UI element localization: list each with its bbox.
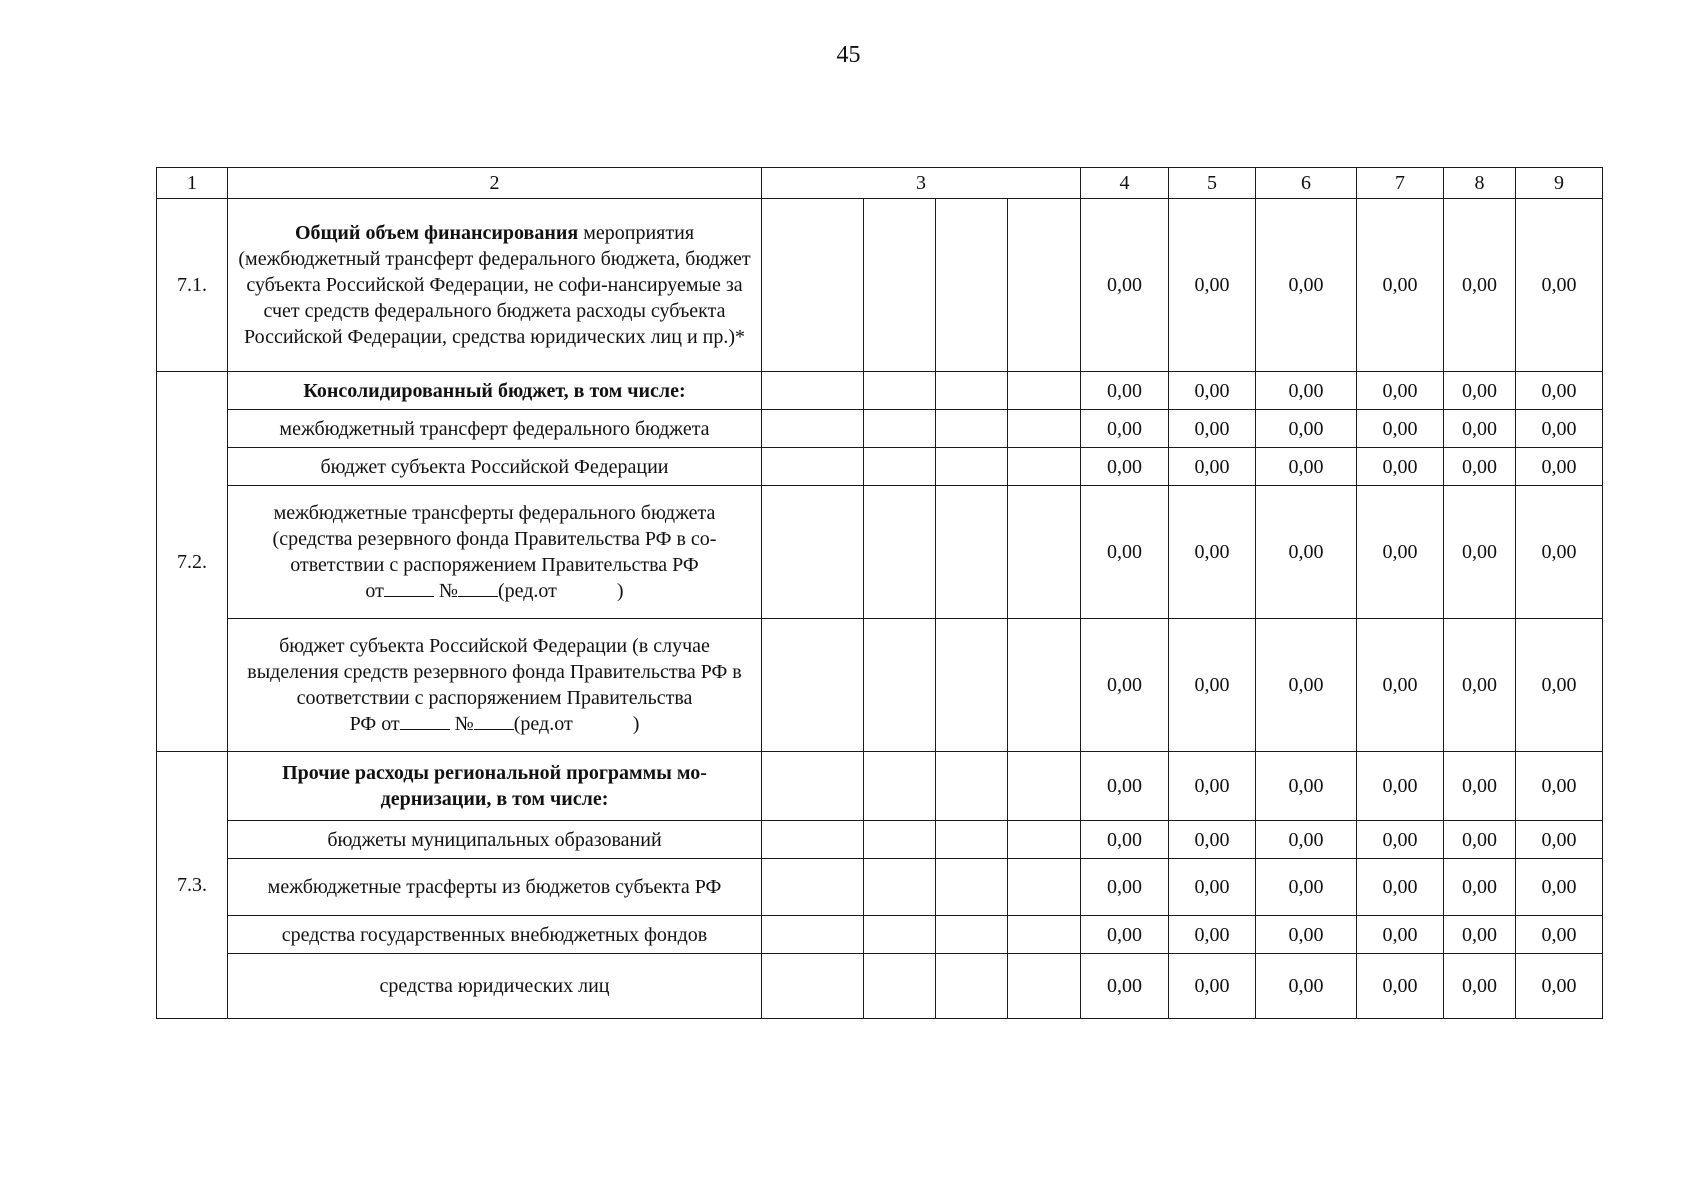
description-from: от <box>365 580 384 602</box>
value-cell: 0,00 <box>1516 410 1603 448</box>
empty-cell <box>1008 372 1081 410</box>
empty-cell <box>864 486 936 619</box>
header-col-3: 3 <box>762 168 1081 199</box>
description-bold: Общий объем финансирования <box>294 222 579 244</box>
header-col-8: 8 <box>1444 168 1516 199</box>
empty-cell <box>1008 954 1081 1019</box>
row-description: межбюджетный трансферт федерального бюджета <box>228 410 762 448</box>
value-cell: 0,00 <box>1256 410 1357 448</box>
value-cell: 0,00 <box>1357 821 1444 859</box>
row-description <box>228 619 762 752</box>
row-description: бюджет субъекта Российской Федерации <box>228 448 762 486</box>
value-cell: 0,00 <box>1357 859 1444 916</box>
empty-cell <box>864 372 936 410</box>
empty-cell <box>936 372 1008 410</box>
empty-cell <box>936 486 1008 619</box>
description-revision: (ред.от <box>513 713 573 735</box>
table-row <box>157 859 1603 916</box>
description-text: межбюджетные трансферты федерального бюджета (средства резервного фонда Правительства РФ в со-ответствии с распоряжением Правительства РФ <box>272 502 717 576</box>
empty-cell <box>1008 448 1081 486</box>
empty-cell <box>1008 821 1081 859</box>
row-number: 7.3. <box>157 752 228 1019</box>
value-cell: 0,00 <box>1169 486 1256 619</box>
empty-cell <box>1008 752 1081 821</box>
value-cell: 0,00 <box>1169 199 1256 372</box>
empty-cell <box>762 410 864 448</box>
description-text: бюджет субъекта Российской Федерации (в случае выделения средств резервного фонда Правительства РФ в соответствии с распоряжением Правительства <box>247 635 742 709</box>
value-cell: 0,00 <box>1169 859 1256 916</box>
row-number: 7.1. <box>157 199 228 372</box>
table-row <box>157 372 1603 410</box>
value-cell: 0,00 <box>1256 859 1357 916</box>
value-cell: 0,00 <box>1081 752 1169 821</box>
value-cell: 0,00 <box>1516 372 1603 410</box>
empty-cell <box>936 821 1008 859</box>
value-cell: 0,00 <box>1516 486 1603 619</box>
value-cell: 0,00 <box>1169 916 1256 954</box>
value-cell: 0,00 <box>1081 619 1169 752</box>
value-cell: 0,00 <box>1357 954 1444 1019</box>
value-cell: 0,00 <box>1444 448 1516 486</box>
empty-cell <box>936 752 1008 821</box>
table-row <box>157 821 1603 859</box>
header-col-5: 5 <box>1169 168 1256 199</box>
value-cell: 0,00 <box>1081 448 1169 486</box>
empty-cell <box>864 752 936 821</box>
row-description: Консолидированный бюджет, в том числе: <box>228 372 762 410</box>
table-row <box>157 448 1603 486</box>
value-cell: 0,00 <box>1169 372 1256 410</box>
description-close: ) <box>616 580 624 602</box>
value-cell: 0,00 <box>1516 821 1603 859</box>
empty-cell <box>864 821 936 859</box>
empty-cell <box>936 619 1008 752</box>
value-cell: 0,00 <box>1169 821 1256 859</box>
empty-cell <box>762 859 864 916</box>
empty-cell <box>936 859 1008 916</box>
header-col-9: 9 <box>1516 168 1603 199</box>
header-col-1: 1 <box>157 168 228 199</box>
value-cell: 0,00 <box>1357 410 1444 448</box>
value-cell: 0,00 <box>1256 372 1357 410</box>
value-cell: 0,00 <box>1081 859 1169 916</box>
row-description: межбюджетные трасферты из бюджетов субъекта РФ <box>228 859 762 916</box>
description-number-sign: № <box>454 713 474 735</box>
empty-cell <box>1008 410 1081 448</box>
empty-cell <box>936 916 1008 954</box>
header-col-7: 7 <box>1357 168 1444 199</box>
empty-cell <box>864 954 936 1019</box>
empty-cell <box>762 448 864 486</box>
table-row <box>157 619 1603 752</box>
value-cell: 0,00 <box>1516 752 1603 821</box>
empty-cell <box>762 916 864 954</box>
value-cell: 0,00 <box>1516 448 1603 486</box>
financing-table <box>156 167 1603 1019</box>
value-cell: 0,00 <box>1444 821 1516 859</box>
value-cell: 0,00 <box>1444 619 1516 752</box>
empty-cell <box>864 410 936 448</box>
row-description: средства государственных внебюджетных фондов <box>228 916 762 954</box>
table-row <box>157 916 1603 954</box>
empty-cell <box>762 619 864 752</box>
value-cell: 0,00 <box>1444 410 1516 448</box>
blank-line <box>474 711 514 730</box>
empty-cell <box>1008 619 1081 752</box>
value-cell: 0,00 <box>1444 199 1516 372</box>
value-cell: 0,00 <box>1444 372 1516 410</box>
row-description: бюджеты муниципальных образований <box>228 821 762 859</box>
empty-cell <box>864 199 936 372</box>
value-cell: 0,00 <box>1256 619 1357 752</box>
value-cell: 0,00 <box>1081 372 1169 410</box>
value-cell: 0,00 <box>1256 448 1357 486</box>
empty-cell <box>864 916 936 954</box>
empty-cell <box>936 448 1008 486</box>
empty-cell <box>936 199 1008 372</box>
description-text: мероприятия (межбюджетный трансферт федерального бюджета, бюджет субъекта Российской Федерации, не софи-нансируемые за счет средств федерального бюджета расходы субъекта Российской Федерации, средства юридических лиц и пр.)* <box>238 222 751 348</box>
empty-cell <box>864 619 936 752</box>
table-row <box>157 752 1603 821</box>
value-cell: 0,00 <box>1444 916 1516 954</box>
value-cell: 0,00 <box>1357 486 1444 619</box>
value-cell: 0,00 <box>1256 752 1357 821</box>
value-cell: 0,00 <box>1357 372 1444 410</box>
row-description: Прочие расходы региональной программы мо-дернизации, в том числе: <box>228 752 762 821</box>
table-row <box>157 410 1603 448</box>
empty-cell <box>936 954 1008 1019</box>
description-revision: (ред.от <box>497 580 557 602</box>
value-cell: 0,00 <box>1516 916 1603 954</box>
description-close: ) <box>632 713 640 735</box>
row-description <box>228 199 762 372</box>
row-description <box>228 486 762 619</box>
value-cell: 0,00 <box>1256 199 1357 372</box>
value-cell: 0,00 <box>1357 619 1444 752</box>
value-cell: 0,00 <box>1444 486 1516 619</box>
value-cell: 0,00 <box>1444 954 1516 1019</box>
blank-line <box>458 578 498 597</box>
value-cell: 0,00 <box>1357 448 1444 486</box>
header-row <box>157 168 1603 199</box>
value-cell: 0,00 <box>1256 486 1357 619</box>
value-cell: 0,00 <box>1444 752 1516 821</box>
value-cell: 0,00 <box>1081 199 1169 372</box>
empty-cell <box>1008 486 1081 619</box>
empty-cell <box>762 752 864 821</box>
description-number-sign: № <box>438 580 458 602</box>
value-cell: 0,00 <box>1081 410 1169 448</box>
header-col-2: 2 <box>228 168 762 199</box>
row-number: 7.2. <box>157 372 228 752</box>
empty-cell <box>762 372 864 410</box>
value-cell: 0,00 <box>1169 752 1256 821</box>
blank-line <box>400 711 450 730</box>
value-cell: 0,00 <box>1357 916 1444 954</box>
empty-cell <box>936 410 1008 448</box>
value-cell: 0,00 <box>1256 954 1357 1019</box>
value-cell: 0,00 <box>1169 448 1256 486</box>
table-row <box>157 486 1603 619</box>
row-description: средства юридических лиц <box>228 954 762 1019</box>
value-cell: 0,00 <box>1169 954 1256 1019</box>
value-cell: 0,00 <box>1169 619 1256 752</box>
value-cell: 0,00 <box>1357 199 1444 372</box>
empty-cell <box>762 199 864 372</box>
value-cell: 0,00 <box>1357 752 1444 821</box>
value-cell: 0,00 <box>1516 859 1603 916</box>
empty-cell <box>1008 199 1081 372</box>
header-col-6: 6 <box>1256 168 1357 199</box>
empty-cell <box>762 821 864 859</box>
value-cell: 0,00 <box>1516 199 1603 372</box>
value-cell: 0,00 <box>1081 916 1169 954</box>
value-cell: 0,00 <box>1516 619 1603 752</box>
page-number: 45 <box>836 42 861 68</box>
value-cell: 0,00 <box>1081 954 1169 1019</box>
value-cell: 0,00 <box>1444 859 1516 916</box>
value-cell: 0,00 <box>1081 821 1169 859</box>
table-row <box>157 199 1603 372</box>
value-cell: 0,00 <box>1256 916 1357 954</box>
blank-line <box>384 578 434 597</box>
value-cell: 0,00 <box>1169 410 1256 448</box>
empty-cell <box>864 859 936 916</box>
table-row <box>157 954 1603 1019</box>
value-cell: 0,00 <box>1256 821 1357 859</box>
empty-cell <box>1008 859 1081 916</box>
empty-cell <box>1008 916 1081 954</box>
header-col-4: 4 <box>1081 168 1169 199</box>
empty-cell <box>762 486 864 619</box>
description-from: РФ от <box>349 713 400 735</box>
value-cell: 0,00 <box>1516 954 1603 1019</box>
empty-cell <box>762 954 864 1019</box>
empty-cell <box>864 448 936 486</box>
value-cell: 0,00 <box>1081 486 1169 619</box>
